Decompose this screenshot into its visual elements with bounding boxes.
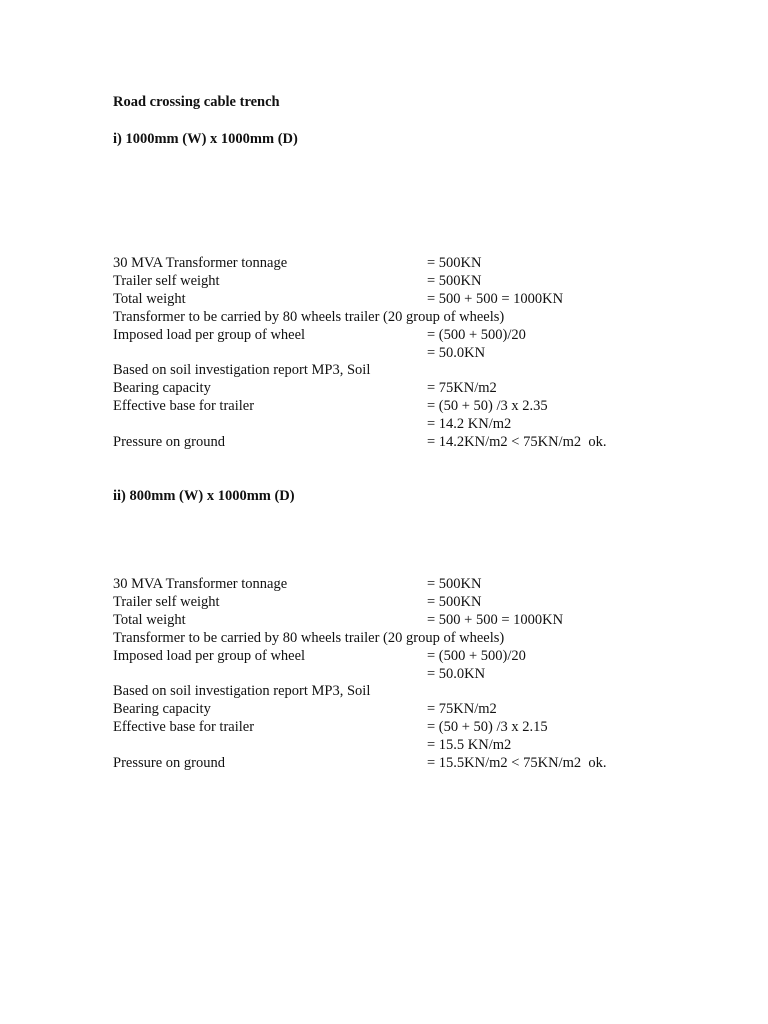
section-1-row-value: = (50 + 50) /3 x 2.35 xyxy=(427,398,548,414)
section-2-row-value: = 500KN xyxy=(427,594,482,610)
section-2-heading: ii) 800mm (W) x 1000mm (D) xyxy=(113,488,295,504)
section-1-row-label: Pressure on ground xyxy=(113,434,225,450)
section-2-row-label: Transformer to be carried by 80 wheels trailer (20 group of wheels) xyxy=(113,630,505,646)
section-2-row-label: Bearing capacity xyxy=(113,701,211,717)
section-1-row-label: Imposed load per group of wheel xyxy=(113,327,306,343)
section-1-row-label: Based on soil investigation report MP3, Soil xyxy=(113,362,371,378)
section-2-row-label: Total weight xyxy=(113,612,186,628)
section-1-row-value: = 500KN xyxy=(427,273,482,289)
section-1-row-value: = 14.2 KN/m2 xyxy=(427,416,512,432)
section-2-row-value: = (500 + 500)/20 xyxy=(427,648,526,664)
section-1-row-value: = 500KN xyxy=(427,255,482,271)
section-2-row-value: = 500 + 500 = 1000KN xyxy=(427,612,564,628)
section-2-row-value: = 15.5 KN/m2 xyxy=(427,737,512,753)
section-2-row-label: Pressure on ground xyxy=(113,755,225,771)
section-1-row-value: = (500 + 500)/20 xyxy=(427,327,526,343)
section-2-row-value: = 15.5KN/m2 < 75KN/m2 ok. xyxy=(427,755,607,771)
section-1-row-label: 30 MVA Transformer tonnage xyxy=(113,255,288,271)
section-2-row-label: 30 MVA Transformer tonnage xyxy=(113,576,288,592)
document-title: Road crossing cable trench xyxy=(113,94,280,110)
section-1-row-label: Bearing capacity xyxy=(113,380,211,396)
section-1-row-label: Transformer to be carried by 80 wheels trailer (20 group of wheels) xyxy=(113,309,505,325)
section-2-row-label: Trailer self weight xyxy=(113,594,220,610)
section-1-row-value: = 50.0KN xyxy=(427,345,486,361)
section-2-row-label: Effective base for trailer xyxy=(113,719,255,735)
section-1-row-label: Total weight xyxy=(113,291,186,307)
section-2-row-value: = 500KN xyxy=(427,576,482,592)
section-1-heading: i) 1000mm (W) x 1000mm (D) xyxy=(113,131,298,147)
section-2-row-value: = 75KN/m2 xyxy=(427,701,497,717)
section-2-row-value: = (50 + 50) /3 x 2.15 xyxy=(427,719,548,735)
section-2-row-value: = 50.0KN xyxy=(427,666,486,682)
section-1-row-label: Effective base for trailer xyxy=(113,398,255,414)
section-1-row-value: = 500 + 500 = 1000KN xyxy=(427,291,564,307)
section-1-row-value: = 14.2KN/m2 < 75KN/m2 ok. xyxy=(427,434,607,450)
section-2-row-label: Imposed load per group of wheel xyxy=(113,648,306,664)
section-1-row-label: Trailer self weight xyxy=(113,273,220,289)
section-1-row-value: = 75KN/m2 xyxy=(427,380,497,396)
section-2-row-label: Based on soil investigation report MP3, Soil xyxy=(113,683,371,699)
